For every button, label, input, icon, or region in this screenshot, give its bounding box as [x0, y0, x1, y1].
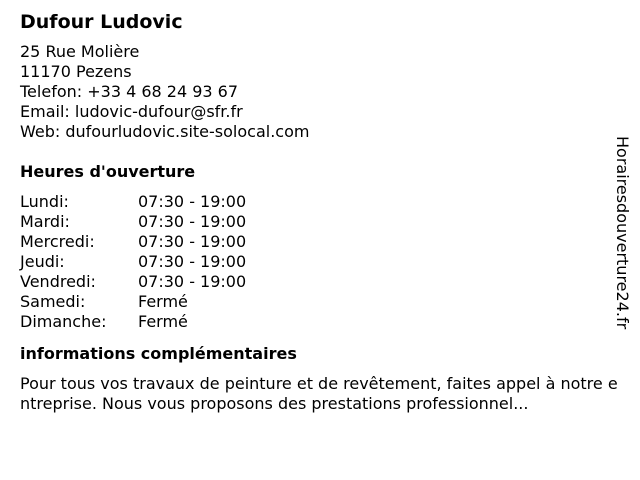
- hours-day: Lundi:: [20, 192, 69, 211]
- additional-info-text: Pour tous vos travaux de peinture et de revêtement, faites appel à notre entreprise. Nous vous proposons des prestations professionnel...: [20, 374, 618, 413]
- hours-day: Mardi:: [20, 212, 70, 231]
- hours-time: 07:30 - 19:00: [138, 192, 247, 211]
- contact-block: [20, 42, 620, 142]
- hours-row: [20, 272, 246, 292]
- hours-day: Dimanche:: [20, 312, 107, 331]
- hours-row: [20, 292, 246, 312]
- hours-time: Fermé: [138, 312, 188, 331]
- hours-time: 07:30 - 19:00: [138, 232, 247, 251]
- hours-time: 07:30 - 19:00: [138, 272, 247, 291]
- business-card: [20, 10, 620, 414]
- hours-time: Fermé: [138, 292, 188, 311]
- website-address: Web: dufourludovic.site-solocal.com: [20, 122, 310, 141]
- hours-time: 07:30 - 19:00: [138, 212, 247, 231]
- hours-row: [20, 212, 246, 232]
- hours-time: 07:30 - 19:00: [138, 252, 247, 271]
- additional-info-heading: informations complémentaires: [20, 344, 297, 363]
- opening-hours-heading: Heures d'ouverture: [20, 162, 196, 181]
- hours-row: [20, 312, 246, 332]
- hours-row: [20, 192, 246, 212]
- address-street: 25 Rue Molière: [20, 42, 140, 61]
- hours-day: Jeudi:: [20, 252, 65, 271]
- hours-day: Vendredi:: [20, 272, 96, 291]
- business-name: Dufour Ludovic: [20, 11, 183, 33]
- hours-row: [20, 252, 246, 272]
- email-address: Email: ludovic-dufour@sfr.fr: [20, 102, 243, 121]
- address-city: 11170 Pezens: [20, 62, 132, 81]
- hours-day: Samedi:: [20, 292, 86, 311]
- hours-day: Mercredi:: [20, 232, 95, 251]
- hours-row: [20, 232, 246, 252]
- site-watermark: Horairesdouverture24.fr: [613, 136, 632, 330]
- opening-hours-table: [20, 192, 246, 332]
- phone-number: Telefon: +33 4 68 24 93 67: [20, 82, 239, 101]
